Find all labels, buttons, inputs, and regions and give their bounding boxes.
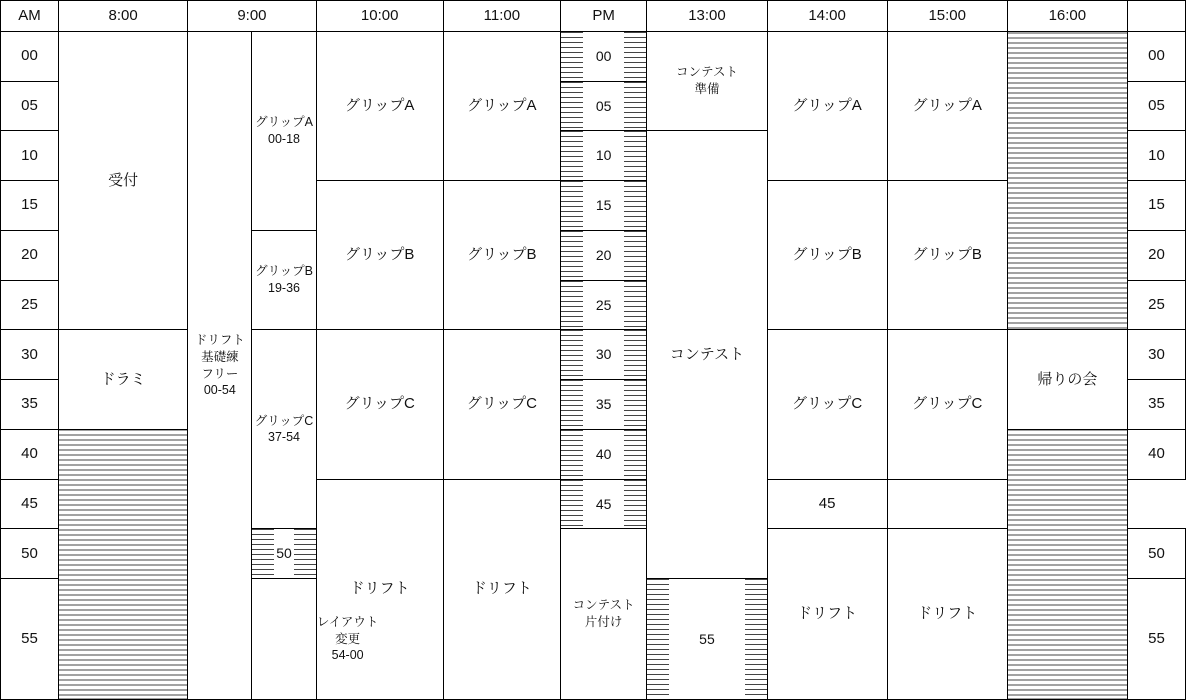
minute-label-right-30: 30 [1127, 330, 1185, 380]
minute-label-pm-55 [647, 579, 767, 700]
table-row [1, 330, 1186, 380]
minute-label-pm-10 [560, 131, 647, 181]
hatch-stripe-right [624, 281, 646, 330]
blank-hatch-16-am [1007, 32, 1127, 330]
minute-label-left-50: 50 [1, 529, 59, 579]
header-hour-9: 9:00 [188, 1, 316, 32]
table-header-row [1, 1, 1186, 32]
pm-minute-text: 35 [595, 396, 612, 413]
minute-label-right-05: 05 [1127, 81, 1185, 131]
hatch-stripe-right [624, 181, 646, 230]
hatch-stripe-right [624, 82, 646, 131]
block-drift-10: ドリフト [316, 479, 443, 699]
table-row [1, 32, 1186, 82]
pm-minute-text: 50 [276, 545, 292, 562]
grip-b-9-label: グリップB [255, 264, 313, 279]
drift-basic-line3: フリー [201, 366, 239, 381]
minute-label-left-05: 05 [1, 81, 59, 131]
hatch-stripe-left [561, 231, 583, 280]
pm-minute-text: 40 [595, 445, 612, 462]
block-grip-c-14: グリップC [767, 330, 887, 479]
block-dorami: ドラミ [59, 330, 188, 429]
header-pm: PM [560, 1, 647, 32]
hatch-stripe-right [624, 430, 646, 479]
pm-minute-text: 20 [595, 246, 612, 263]
block-grip-b-15: グリップB [887, 181, 1007, 330]
pm-minute-text: 10 [595, 147, 612, 164]
hatch-stripe-left [252, 529, 274, 578]
header-hour-13: 13:00 [647, 1, 767, 32]
layout-line3: 54-00 [331, 648, 364, 663]
minute-label-left-20: 20 [1, 230, 59, 280]
grip-b-9-range: 19-36 [268, 281, 300, 296]
minute-label-pm-30 [560, 330, 647, 380]
header-am: AM [1, 1, 59, 32]
hatch-stripe-right [624, 330, 646, 379]
minute-label-left-30: 30 [1, 330, 59, 380]
header-hour-8: 8:00 [59, 1, 188, 32]
minute-label-pm-35 [560, 380, 647, 430]
drift-basic-line1: ドリフト [194, 332, 245, 347]
hatch-stripe-right [745, 579, 767, 699]
block-grip-b-10: グリップB [316, 181, 443, 330]
block-grip-a-14: グリップA [767, 32, 887, 181]
contest-cleanup-line1: コンテスト [572, 598, 635, 613]
minute-label-right-50: 50 [1127, 529, 1185, 579]
pm-minute-text: 25 [595, 296, 612, 313]
block-grip-a-9 [252, 32, 316, 231]
grip-a-9-range: 00-18 [268, 131, 300, 146]
grip-c-9-label: グリップC [254, 413, 314, 428]
hatch-stripe-left [561, 32, 583, 81]
block-grip-b-9 [252, 230, 316, 329]
pm-minute-text: 55 [699, 630, 715, 647]
blank-hatch-8-pm [59, 429, 188, 699]
block-reception: 受付 [59, 32, 188, 330]
block-grip-a-11: グリップA [443, 32, 560, 181]
hatch-stripe-right [624, 131, 646, 180]
minute-label-right-25: 25 [1127, 280, 1185, 330]
block-grip-a-10: グリップA [316, 32, 443, 181]
minute-label-pm-40 [560, 429, 647, 479]
minute-label-pm-00 [560, 32, 647, 82]
hatch-stripe-left [561, 281, 583, 330]
hatch-stripe-left [561, 480, 583, 529]
minute-label-pm-20 [560, 230, 647, 280]
contest-prep-line2: 準備 [694, 82, 720, 97]
minute-label-pm-50 [252, 529, 316, 579]
contest-prep-line1: コンテスト [675, 65, 738, 80]
header-hour-15: 15:00 [887, 1, 1007, 32]
drift-basic-line4: 00-54 [203, 383, 236, 398]
pm-minute-text: 30 [595, 346, 612, 363]
minute-label-right-20: 20 [1127, 230, 1185, 280]
layout-line2: 変更 [335, 631, 361, 646]
minute-label-left-40: 40 [1, 429, 59, 479]
hatch-stripe-right [624, 231, 646, 280]
minute-label-pm-15 [560, 181, 647, 231]
block-drift-14: ドリフト [767, 529, 887, 700]
minute-label-left-15: 15 [1, 181, 59, 231]
pm-minute-text: 45 [595, 495, 612, 512]
minute-label-right-15: 15 [1127, 181, 1185, 231]
block-grip-c-10: グリップC [316, 330, 443, 479]
pm-minute-text: 15 [595, 197, 612, 214]
minute-label-pm-05 [560, 81, 647, 131]
minute-label-right-00: 00 [1127, 32, 1185, 82]
block-drift-15: ドリフト [887, 529, 1007, 700]
minute-label-left-45: 45 [1, 479, 59, 529]
block-layout-change [252, 579, 443, 700]
minute-label-left-00: 00 [1, 32, 59, 82]
block-drift-11: ドリフト [443, 479, 560, 699]
hatch-stripe-left [647, 579, 669, 699]
drift-basic-line2: 基礎練 [201, 349, 239, 364]
pm-minute-text: 00 [595, 47, 612, 64]
minute-label-right-35: 35 [1127, 380, 1185, 430]
grip-a-9-label: グリップA [255, 115, 313, 130]
block-grip-c-15: グリップC [887, 330, 1007, 479]
block-drift-basic-free [188, 32, 252, 700]
block-grip-b-11: グリップB [443, 181, 560, 330]
table-row [1, 429, 1186, 479]
minute-label-right-55: 55 [1127, 579, 1185, 700]
pm-minute-text: 05 [595, 97, 612, 114]
block-contest-prep [647, 32, 767, 131]
header-hour-14: 14:00 [767, 1, 887, 32]
layout-line1: レイアウト [316, 614, 379, 629]
blank-hatch-16-pm [1007, 429, 1127, 699]
hatch-stripe-right [294, 529, 316, 578]
block-contest-cleanup [560, 529, 647, 700]
minute-label-left-25: 25 [1, 280, 59, 330]
contest-cleanup-line2: 片付け [584, 615, 623, 630]
minute-label-left-10: 10 [1, 131, 59, 181]
minute-label-left-55: 55 [1, 579, 59, 700]
header-hour-10: 10:00 [316, 1, 443, 32]
minute-label-right-10: 10 [1127, 131, 1185, 181]
minute-label-pm-25 [560, 280, 647, 330]
hatch-stripe-right [624, 380, 646, 429]
block-grip-a-15: グリップA [887, 32, 1007, 181]
block-contest: コンテスト [647, 131, 767, 579]
block-grip-c-9 [252, 330, 316, 529]
minute-label-left-35: 35 [1, 380, 59, 430]
header-hour-11: 11:00 [443, 1, 560, 32]
hatch-stripe-left [561, 380, 583, 429]
hatch-stripe-left [561, 131, 583, 180]
hatch-stripe-left [561, 330, 583, 379]
hatch-stripe-right [624, 32, 646, 81]
hatch-stripe-left [561, 181, 583, 230]
hatch-stripe-left [561, 82, 583, 131]
block-grip-c-11: グリップC [443, 330, 560, 479]
block-grip-b-14: グリップB [767, 181, 887, 330]
hatch-stripe-left [561, 430, 583, 479]
minute-label-right-45: 45 [767, 479, 887, 529]
hatch-stripe-right [624, 480, 646, 529]
block-closing: 帰りの会 [1007, 330, 1127, 429]
grip-c-9-range: 37-54 [268, 430, 300, 445]
minute-label-right-40: 40 [1127, 429, 1185, 479]
header-hour-16: 16:00 [1007, 1, 1127, 32]
header-minute-right-corner [1127, 1, 1185, 32]
minute-label-pm-45 [560, 479, 647, 529]
